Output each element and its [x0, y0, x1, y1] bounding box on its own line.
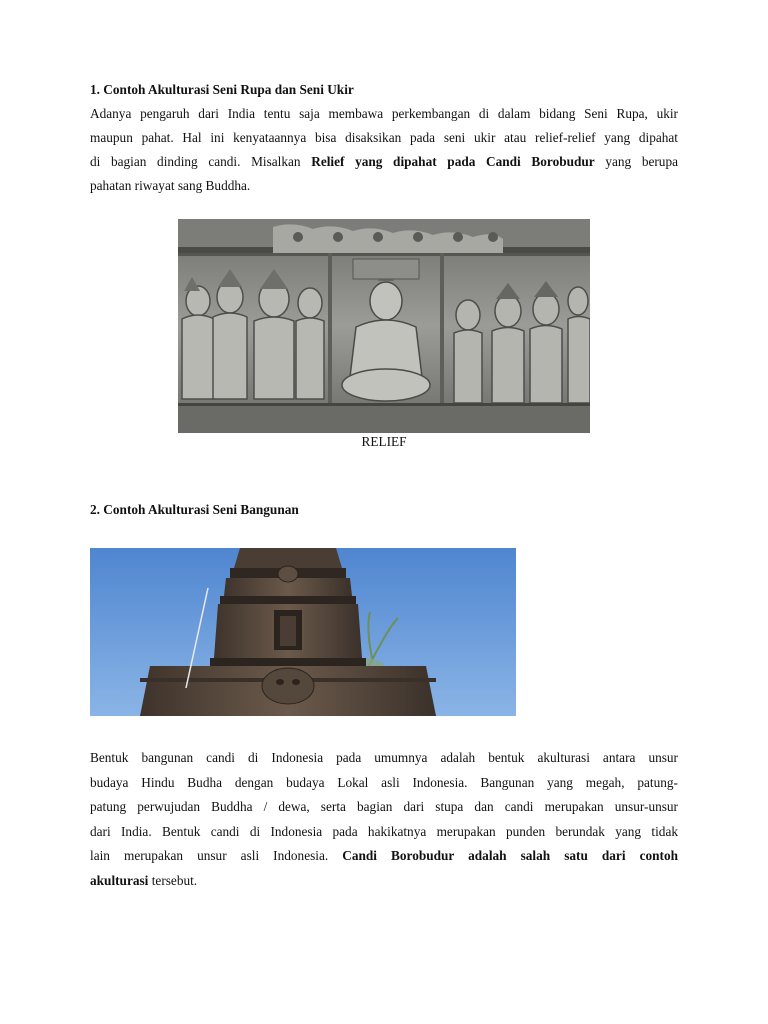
line5-pre: lain merupakan unsur asli Indonesia. — [90, 848, 329, 863]
section1-line-4: pahatan riwayat sang Buddha. — [90, 178, 251, 193]
relief-image — [178, 219, 590, 433]
section2-heading: 2. Contoh Akulturasi Seni Bangunan — [90, 502, 299, 517]
line6-post: tersebut. — [151, 872, 198, 888]
relief-caption: RELIEF — [361, 434, 407, 449]
section2-line-4: dari India. Bentuk candi di Indonesia pada hakikatnya merupakan punden berundak yang tidak — [90, 823, 678, 839]
section1-line-3 — [90, 150, 678, 174]
section1-heading: 1. Contoh Akulturasi Seni Rupa dan Seni Ukir — [90, 82, 354, 97]
section2-line-2: budaya Hindu Budha dengan budaya Lokal asli Indonesia. Bangunan yang megah, patung- — [90, 774, 678, 790]
candi-image — [90, 548, 516, 716]
relief-illustration — [178, 219, 590, 433]
section1-line-1: Adanya pengaruh dari India tentu saja membawa perkembangan di dalam bidang Seni Rupa, ukir — [90, 106, 678, 121]
line6-bold: akulturasi — [90, 872, 149, 888]
section2-line-6 — [90, 869, 678, 894]
section2-line-1: Bentuk bangunan candi di Indonesia pada umumnya adalah bentuk akulturasi antara unsur — [90, 750, 678, 765]
section2-line-5 — [90, 844, 678, 869]
line3-pre: di bagian dinding candi. Misalkan — [90, 154, 301, 169]
line5-bold: Candi Borobudur adalah salah satu dari contoh — [342, 848, 678, 863]
section2-line-3: patung perwujudan Buddha / dewa, serta bagian dari stupa dan candi merupakan unsur-unsur — [90, 799, 678, 814]
line3-post: yang berupa — [605, 154, 679, 169]
section1-line-2: maupun pahat. Hal ini kenyataannya bisa disaksikan pada seni ukir atau relief-relief yang dipahat — [90, 130, 678, 145]
line3-bold: Relief yang dipahat pada Candi Borobudur — [311, 154, 595, 169]
section1-text — [90, 78, 678, 198]
section2-text — [90, 746, 678, 893]
candi-illustration — [90, 548, 516, 716]
